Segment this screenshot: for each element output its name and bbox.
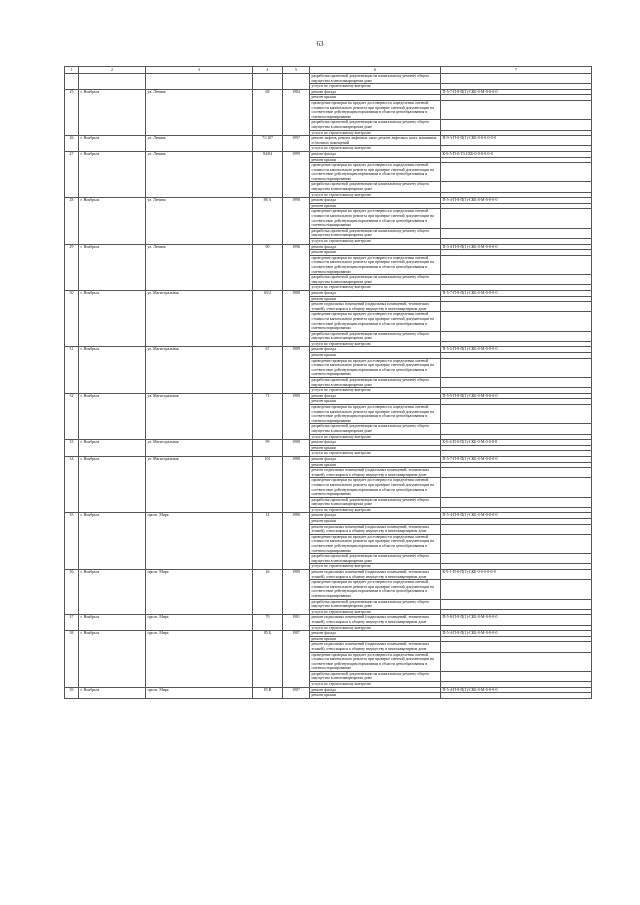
- year-cell: 1989: [283, 347, 310, 393]
- work-type-cell: ремонт крыши: [310, 399, 441, 405]
- house-cell: 99: [253, 440, 283, 457]
- year-cell: 1986: [283, 513, 310, 570]
- work-type-cell: проведение проверки на предмет достоверности определения сметной стоимости капитального ремонта при проверке сметной документации на соответствие действующим нормативам в области ценообразования в сметном нормировании: [310, 652, 441, 671]
- row-number-cell: 30: [65, 290, 79, 347]
- city-cell: г. Ноябрьск: [79, 513, 146, 570]
- house-cell: 90: [253, 244, 283, 290]
- work-type-cell: разработка проектной документации на капитальному ремонту общего имущества в многоквартирном доме: [310, 599, 441, 609]
- city-cell: г. Ноябрьск: [79, 198, 146, 244]
- work-type-cell: разработка проектной документации на капитальному ремонту общего имущества в многоквартирном доме: [310, 275, 441, 285]
- header-cell: 1: [65, 67, 79, 74]
- repair-register-table: [64, 66, 592, 699]
- city-cell: г. Ноябрьск: [79, 244, 146, 290]
- row-number-cell: 32: [65, 393, 79, 439]
- work-type-cell: ремонт подвальных помещений (подвальных помещений, технических этажей), относящихся к общему имуществу в многоквартирном доме: [310, 524, 441, 534]
- work-type-cell: услуги по строительному контролю: [310, 609, 441, 615]
- year-cell: [283, 74, 310, 90]
- city-cell: [79, 74, 146, 90]
- city-cell: г. Ноябрьск: [79, 456, 146, 513]
- street-cell: ул. Ленина: [146, 151, 253, 197]
- building-code-cell: [441, 182, 592, 192]
- work-type-cell: ремонт фасада: [310, 440, 441, 446]
- building-code-cell: [441, 642, 592, 652]
- building-code-cell: [441, 228, 592, 238]
- house-cell: 26: [253, 570, 283, 615]
- work-type-cell: проведение проверки на предмет достоверности определения сметной стоимости капитального ремонта при проверке сметной документации на соответствие действующим нормативам в области ценообразования в сметном нормировании: [310, 358, 441, 377]
- street-cell: ул. Ленина: [146, 89, 253, 135]
- work-type-cell: ремонт подвальных помещений (подвальных помещений, технических этажей), относящихся к общему имуществу в многоквартирном доме: [310, 615, 441, 625]
- work-type-cell: услуги по строительному контролю: [310, 682, 441, 688]
- building-code-cell: [441, 599, 592, 609]
- work-type-cell: разработка проектной документации на капитальному ремонту общего имущества в многоквартирном доме: [310, 554, 441, 564]
- work-type-cell: ремонт фасада: [310, 631, 441, 637]
- year-cell: 1989: [283, 393, 310, 439]
- row-number-cell: 36: [65, 570, 79, 615]
- building-code-cell: К-9-1-П-0-П(1)-СКБ-0-0-0-0-0-0: [441, 570, 592, 580]
- building-code-cell: [441, 331, 592, 341]
- work-type-cell: услуги по строительному контролю: [310, 146, 441, 152]
- row-number-cell: 29: [65, 244, 79, 290]
- table-row: [65, 136, 592, 146]
- table-row: [65, 570, 592, 580]
- work-type-cell: ремонт фасада: [310, 198, 441, 204]
- house-cell: 84/84: [253, 151, 283, 197]
- row-number-cell: 39: [65, 687, 79, 698]
- street-cell: ул. Магистральная: [146, 347, 253, 393]
- work-type-cell: ремонт фасада: [310, 89, 441, 95]
- work-type-cell: ремонт крыши: [310, 296, 441, 302]
- year-cell: 1981: [283, 615, 310, 631]
- street-cell: просп. Мира: [146, 631, 253, 688]
- work-type-cell: ремонт фасада: [310, 290, 441, 296]
- building-code-cell: [441, 302, 592, 312]
- building-code-cell: П-5-7-П-8-П(1)-СКБ-0-М-0-0-0-0: [441, 89, 592, 95]
- work-type-cell: услуги по строительному контролю: [310, 388, 441, 394]
- work-type-cell: ремонт фасада: [310, 687, 441, 693]
- house-cell: 85 Б: [253, 631, 283, 688]
- work-type-cell: ремонт фасада: [310, 151, 441, 157]
- house-cell: 71/107: [253, 136, 283, 152]
- work-type-cell: разработка проектной документации на капитальному ремонту общего имущества в многоквартирном доме: [310, 424, 441, 434]
- work-type-cell: ремонт крыши: [310, 636, 441, 642]
- city-cell: г. Ноябрьск: [79, 89, 146, 135]
- work-type-cell: услуги по строительному контролю: [310, 434, 441, 440]
- building-code-cell: [441, 312, 592, 331]
- work-type-cell: услуги по строительному контролю: [310, 341, 441, 347]
- row-number-cell: 34: [65, 456, 79, 513]
- work-type-cell: ремонт крыши: [310, 462, 441, 468]
- work-type-cell: проведение проверки на предмет достоверности определения сметной стоимости капитального ремонта при проверке сметной документации на соответствие действующим нормативам в области ценообразования в сметном нормировании: [310, 580, 441, 599]
- page-number: 63: [316, 40, 324, 48]
- house-cell: 101: [253, 456, 283, 513]
- house-cell: 67: [253, 347, 283, 393]
- street-cell: просп. Мира: [146, 513, 253, 570]
- work-type-cell: разработка проектной документации на капитальному ремонту общего имущества в многоквартирном доме: [310, 378, 441, 388]
- header-cell: 6: [310, 67, 441, 74]
- city-cell: г. Ноябрьск: [79, 393, 146, 439]
- year-cell: 1999: [283, 151, 310, 197]
- row-number-cell: 37: [65, 615, 79, 631]
- city-cell: г. Ноябрьск: [79, 631, 146, 688]
- building-code-cell: К-9-5-П-0-Т3-СКБ-0-0-0-0-0-0: [441, 151, 592, 157]
- building-code-cell: П-5-7-П-8-П(1)-СКБ-0-М-0-0-0-0: [441, 456, 592, 462]
- building-code-cell: [441, 652, 592, 671]
- building-code-cell: [441, 497, 592, 507]
- year-cell: 1997: [283, 136, 310, 152]
- house-cell: 79: [253, 615, 283, 631]
- building-code-cell: [441, 468, 592, 478]
- work-type-cell: услуги по строительному контролю: [310, 84, 441, 90]
- work-type-cell: услуги по строительному контролю: [310, 285, 441, 291]
- building-code-cell: П-5-5-П-8-П(1)-СКБ-0-М-0-0-0-0: [441, 393, 592, 399]
- work-type-cell: ремонт крыши: [310, 157, 441, 163]
- work-type-cell: проведение проверки на предмет достоверности определения сметной стоимости капитального ремонта при проверке сметной документации на соответствие действующим нормативам в области ценообразования в сметном нормировании: [310, 255, 441, 274]
- work-type-cell: проведение проверки на предмет достоверности определения сметной стоимости капитального ремонта при проверке сметной документации на соответствие действующим нормативам в области ценообразования в сметном нормировании: [310, 405, 441, 424]
- work-type-cell: услуги по строительному контролю: [310, 451, 441, 457]
- year-cell: 1998: [283, 198, 310, 244]
- header-cell: 2: [79, 67, 146, 74]
- building-code-cell: [441, 580, 592, 599]
- city-cell: г. Ноябрьск: [79, 347, 146, 393]
- building-code-cell: [441, 478, 592, 497]
- building-code-cell: [441, 424, 592, 434]
- work-type-cell: услуги по строительному контролю: [310, 564, 441, 570]
- table-body: [65, 74, 592, 699]
- work-type-cell: ремонт крыши: [310, 353, 441, 359]
- row-number-cell: 26: [65, 136, 79, 152]
- work-type-cell: ремонт лифтов, ремонт лифтовых шахт, ремонт лифтовых шахт, машинных и блочных помещений: [310, 136, 441, 146]
- building-code-cell: [441, 100, 592, 119]
- house-cell: 65/2: [253, 290, 283, 347]
- table-row: [65, 615, 592, 625]
- row-number-cell: [65, 74, 79, 90]
- building-code-cell: [441, 524, 592, 534]
- work-type-cell: ремонт крыши: [310, 693, 441, 699]
- building-code-cell: [441, 378, 592, 388]
- table-header: [65, 67, 592, 74]
- street-cell: [146, 74, 253, 90]
- work-type-cell: проведение проверки на предмет достоверности определения сметной стоимости капитального ремонта при проверке сметной документации на соответствие действующим нормативам в области ценообразования в сметном нормировании: [310, 312, 441, 331]
- house-cell: 85 В: [253, 687, 283, 698]
- work-type-cell: услуги по строительному контролю: [310, 507, 441, 513]
- city-cell: г. Ноябрьск: [79, 570, 146, 615]
- street-cell: просп. Мира: [146, 687, 253, 698]
- year-cell: 1984: [283, 89, 310, 135]
- work-type-cell: ремонт фасада: [310, 347, 441, 353]
- work-type-cell: ремонт подвальных помещений (подвальных помещений, технических этажей), относящихся к общему имуществу в многоквартирном доме: [310, 302, 441, 312]
- year-cell: 1988: [283, 440, 310, 457]
- work-type-cell: разработка проектной документации на капитальному ремонту общего имущества в многоквартирном доме: [310, 331, 441, 341]
- work-type-cell: проведение проверки на предмет достоверности определения сметной стоимости капитального ремонта при проверке сметной документации на соответствие действующим нормативам в области ценообразования в сметном нормировании: [310, 478, 441, 497]
- work-type-cell: ремонт подвальных помещений (подвальных помещений, технических этажей), относящихся к общему имуществу в многоквартирном доме: [310, 570, 441, 580]
- city-cell: г. Ноябрьск: [79, 290, 146, 347]
- street-cell: просп. Мира: [146, 570, 253, 615]
- work-type-cell: ремонт фасада: [310, 393, 441, 399]
- work-type-cell: ремонт подвальных помещений (подвальных помещений, технических этажей), относящихся к общему имуществу в многоквартирном доме: [310, 468, 441, 478]
- header-cell: 4: [253, 67, 283, 74]
- building-code-cell: [441, 554, 592, 564]
- city-cell: г. Ноябрьск: [79, 151, 146, 197]
- street-cell: ул. Магистральная: [146, 290, 253, 347]
- building-code-cell: [441, 163, 592, 182]
- work-type-cell: разработка проектной документации на капитальному ремонту общего имущества в многоквартирном доме: [310, 74, 441, 84]
- header-row: [65, 67, 592, 74]
- city-cell: г. Ноябрьск: [79, 440, 146, 457]
- building-code-cell: [441, 693, 592, 699]
- building-code-cell: П-5-4-П-8-П(1)-СКБ-0-М-0-0-0-0: [441, 687, 592, 693]
- year-cell: 1988: [283, 290, 310, 347]
- row-number-cell: 28: [65, 198, 79, 244]
- header-cell: 3: [146, 67, 253, 74]
- year-cell: 1988: [283, 456, 310, 513]
- street-cell: ул. Магистральная: [146, 440, 253, 457]
- table-row: [65, 74, 592, 84]
- street-cell: ул. Магистральная: [146, 393, 253, 439]
- row-number-cell: 27: [65, 151, 79, 197]
- house-cell: 14: [253, 513, 283, 570]
- city-cell: г. Ноябрьск: [79, 687, 146, 698]
- work-type-cell: разработка проектной документации на капитальному ремонту общего имущества в многоквартирном доме: [310, 228, 441, 238]
- building-code-cell: П-5-4-П-8-П(1)-СКБ-0-М-0-0-0-0: [441, 631, 592, 637]
- work-type-cell: ремонт крыши: [310, 519, 441, 525]
- building-code-cell: [441, 534, 592, 553]
- work-type-cell: проведение проверки на предмет достоверности определения сметной стоимости капитального ремонта при проверке сметной документации на соответствие действующим нормативам в области ценообразования в сметном нормировании: [310, 534, 441, 553]
- work-type-cell: разработка проектной документации на капитальному ремонту общего имущества в многоквартирном доме: [310, 671, 441, 681]
- street-cell: просп. Мира: [146, 615, 253, 631]
- year-cell: 1996: [283, 244, 310, 290]
- street-cell: ул. Ленина: [146, 198, 253, 244]
- city-cell: г. Ноябрьск: [79, 615, 146, 631]
- work-type-cell: услуги по строительному контролю: [310, 239, 441, 245]
- work-type-cell: разработка проектной документации на капитальному ремонту общего имущества в многоквартирном доме: [310, 120, 441, 130]
- building-code-cell: П-5-8-П-8-П(1)-СКБ-0-М-0-0-0-0: [441, 615, 592, 625]
- work-type-cell: проведение проверки на предмет достоверности определения сметной стоимости капитального ремонта при проверке сметной документации на соответствие действующим нормативам в области ценообразования в сметном нормировании: [310, 163, 441, 182]
- building-code-cell: К-6-4-П-0-П(1)-СКБ-0-М-0-0-0-0: [441, 440, 592, 446]
- building-code-cell: П-5-4-П-8-П(1)-СКБ-0-М-0-0-0-0: [441, 198, 592, 204]
- street-cell: ул. Ленина: [146, 136, 253, 152]
- building-code-cell: П-9-3-П-0-П(1)-СКБ-0-0-0-0-0-0: [441, 136, 592, 146]
- work-type-cell: услуги по строительному контролю: [310, 625, 441, 631]
- house-cell: 88 А: [253, 198, 283, 244]
- street-cell: ул. Магистральная: [146, 456, 253, 513]
- header-cell: 7: [441, 67, 592, 74]
- house-cell: 68: [253, 89, 283, 135]
- building-code-cell: [441, 671, 592, 681]
- building-code-cell: [441, 358, 592, 377]
- building-code-cell: П-5-4-П-8-П(1)-СКБ-0-М-0-0-0-0: [441, 513, 592, 519]
- row-number-cell: 31: [65, 347, 79, 393]
- building-code-cell: [441, 275, 592, 285]
- house-cell: 71: [253, 393, 283, 439]
- year-cell: 1987: [283, 687, 310, 698]
- building-code-cell: [441, 74, 592, 84]
- year-cell: 1989: [283, 570, 310, 615]
- street-cell: ул. Ленина: [146, 244, 253, 290]
- work-type-cell: ремонт фасада: [310, 456, 441, 462]
- building-code-cell: [441, 405, 592, 424]
- work-type-cell: ремонт крыши: [310, 95, 441, 101]
- house-cell: [253, 74, 283, 90]
- row-number-cell: 33: [65, 440, 79, 457]
- row-number-cell: 38: [65, 631, 79, 688]
- work-type-cell: услуги по строительному контролю: [310, 192, 441, 198]
- row-number-cell: 35: [65, 513, 79, 570]
- row-number-cell: 25: [65, 89, 79, 135]
- work-type-cell: ремонт крыши: [310, 250, 441, 256]
- city-cell: г. Ноябрьск: [79, 136, 146, 152]
- building-code-cell: [441, 209, 592, 228]
- building-code-cell: П-5-5-П-8-П(1)-СКБ-0-М-0-0-0-0: [441, 347, 592, 353]
- work-type-cell: ремонт подвальных помещений (подвальных помещений, технических этажей), относящихся к общему имуществу в многоквартирном доме: [310, 642, 441, 652]
- building-code-cell: П-5-7-П-8-П(1)-СКБ-0-М-0-0-0-0: [441, 290, 592, 296]
- work-type-cell: ремонт крыши: [310, 203, 441, 209]
- work-type-cell: разработка проектной документации на капитальному ремонту общего имущества в многоквартирном доме: [310, 497, 441, 507]
- work-type-cell: разработка проектной документации на капитальному ремонту общего имущества в многоквартирном доме: [310, 182, 441, 192]
- building-code-cell: [441, 120, 592, 130]
- work-type-cell: ремонт фасада: [310, 513, 441, 519]
- header-cell: 5: [283, 67, 310, 74]
- work-type-cell: ремонт фасада: [310, 244, 441, 250]
- work-type-cell: услуги по строительному контролю: [310, 130, 441, 136]
- year-cell: 1987: [283, 631, 310, 688]
- building-code-cell: [441, 255, 592, 274]
- building-code-cell: П-3-4-П-8-П(1)-СКБ-0-М-0-0-0-0: [441, 244, 592, 250]
- work-type-cell: ремонт крыши: [310, 445, 441, 451]
- work-type-cell: проведение проверки на предмет достоверности определения сметной стоимости капитального ремонта при проверке сметной документации на соответствие действующим нормативам в области ценообразования в сметном нормировании: [310, 209, 441, 228]
- work-type-cell: проведение проверки на предмет достоверности определения сметной стоимости капитального ремонта при проверке сметной документации на соответствие действующим нормативам в области ценообразования в сметном нормировании: [310, 100, 441, 119]
